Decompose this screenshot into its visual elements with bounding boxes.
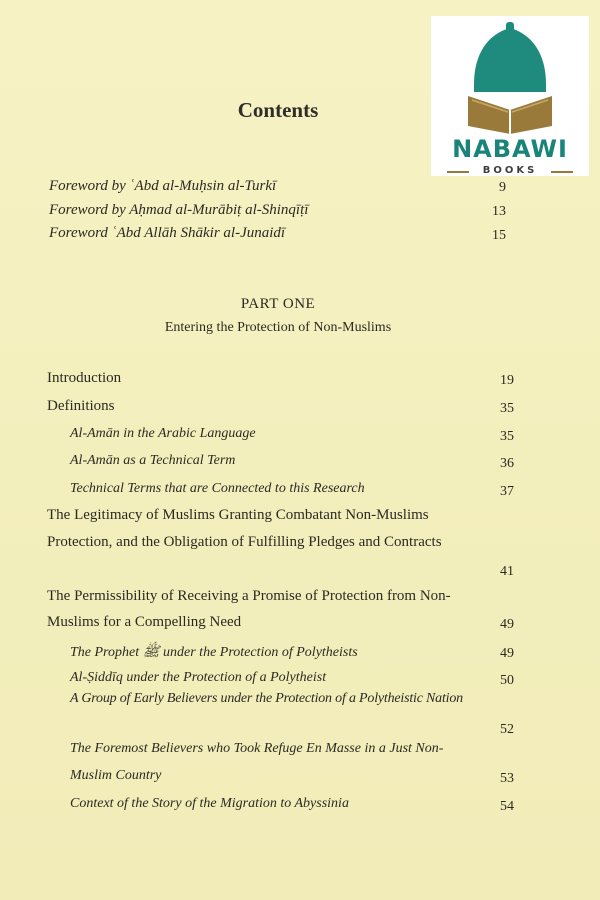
toc-page-aman-arabic: 35 <box>500 429 514 444</box>
toc-page-definitions: 35 <box>500 401 514 416</box>
toc-entry-early-believers: A Group of Early Believers under the Protection of a Polytheistic Nation <box>70 691 463 706</box>
toc-entry-permissibility-line1: The Permissibility of Receiving a Promise of Protection from Non- <box>47 588 451 604</box>
toc-page-aman-technical: 36 <box>500 456 514 471</box>
toc-entry-foremost-believers-line1: The Foremost Believers who Took Refuge En Masse in a Just Non- <box>70 741 444 756</box>
toc-entry-definitions: Definitions <box>47 398 115 414</box>
foreword-2-label: Foreword by Aḥmad al-Murābiṭ al-Shinqīṭī <box>49 202 309 218</box>
logo-right-rule <box>551 171 573 173</box>
foreword-1-label: Foreword by ʿAbd al-Muḥsin al-Turkī <box>49 178 277 194</box>
toc-entry-foremost-believers-line2: Muslim Country <box>70 768 162 783</box>
toc-page-permissibility: 49 <box>500 617 514 632</box>
toc-page-legitimacy: 41 <box>500 564 514 579</box>
toc-page-early-believers: 52 <box>500 722 514 737</box>
toc-entry-abyssinia-context: Context of the Story of the Migration to Abyssinia <box>70 796 349 811</box>
nabawi-books-logo <box>431 16 589 176</box>
logo-sub-text: BOOKS <box>482 165 538 176</box>
toc-entry-siddiq-protection: Al-Ṣiddīq under the Protection of a Polytheist <box>70 670 327 685</box>
foreword-3-label: Foreword ʿAbd Allāh Shākir al-Junaidī <box>49 225 286 241</box>
toc-page-technical-terms: 37 <box>500 484 514 499</box>
toc-page-prophet-protection: 49 <box>500 646 514 661</box>
part-title: PART ONE <box>240 296 316 312</box>
foreword-3-page: 15 <box>492 228 506 243</box>
toc-entry-permissibility-line2: Muslims for a Compelling Need <box>47 614 242 630</box>
toc-page-siddiq-protection: 50 <box>500 673 514 688</box>
toc-page-foremost-believers: 53 <box>500 771 514 786</box>
logo-brand-text: NABAWI <box>452 135 568 163</box>
toc-entry-legitimacy-line2: Protection, and the Obligation of Fulfilling Pledges and Contracts <box>47 534 442 550</box>
foreword-2-page: 13 <box>492 204 506 219</box>
part-subtitle: Entering the Protection of Non-Muslims <box>164 320 392 335</box>
toc-page-introduction: 19 <box>500 373 514 388</box>
toc-entry-prophet-protection: The Prophet ﷺ under the Protection of Polytheists <box>70 645 358 660</box>
toc-entry-aman-arabic: Al-Amān in the Arabic Language <box>70 426 256 441</box>
foreword-1-page: 9 <box>499 180 506 195</box>
toc-entry-introduction: Introduction <box>47 370 122 386</box>
toc-entry-technical-terms: Technical Terms that are Connected to this Research <box>70 481 365 496</box>
toc-entry-legitimacy-line1: The Legitimacy of Muslims Granting Combatant Non-Muslims <box>47 507 429 523</box>
toc-page-abyssinia-context: 54 <box>500 799 514 814</box>
toc-entry-aman-technical: Al-Amān as a Technical Term <box>70 453 236 468</box>
contents-heading: Contents <box>237 98 319 122</box>
